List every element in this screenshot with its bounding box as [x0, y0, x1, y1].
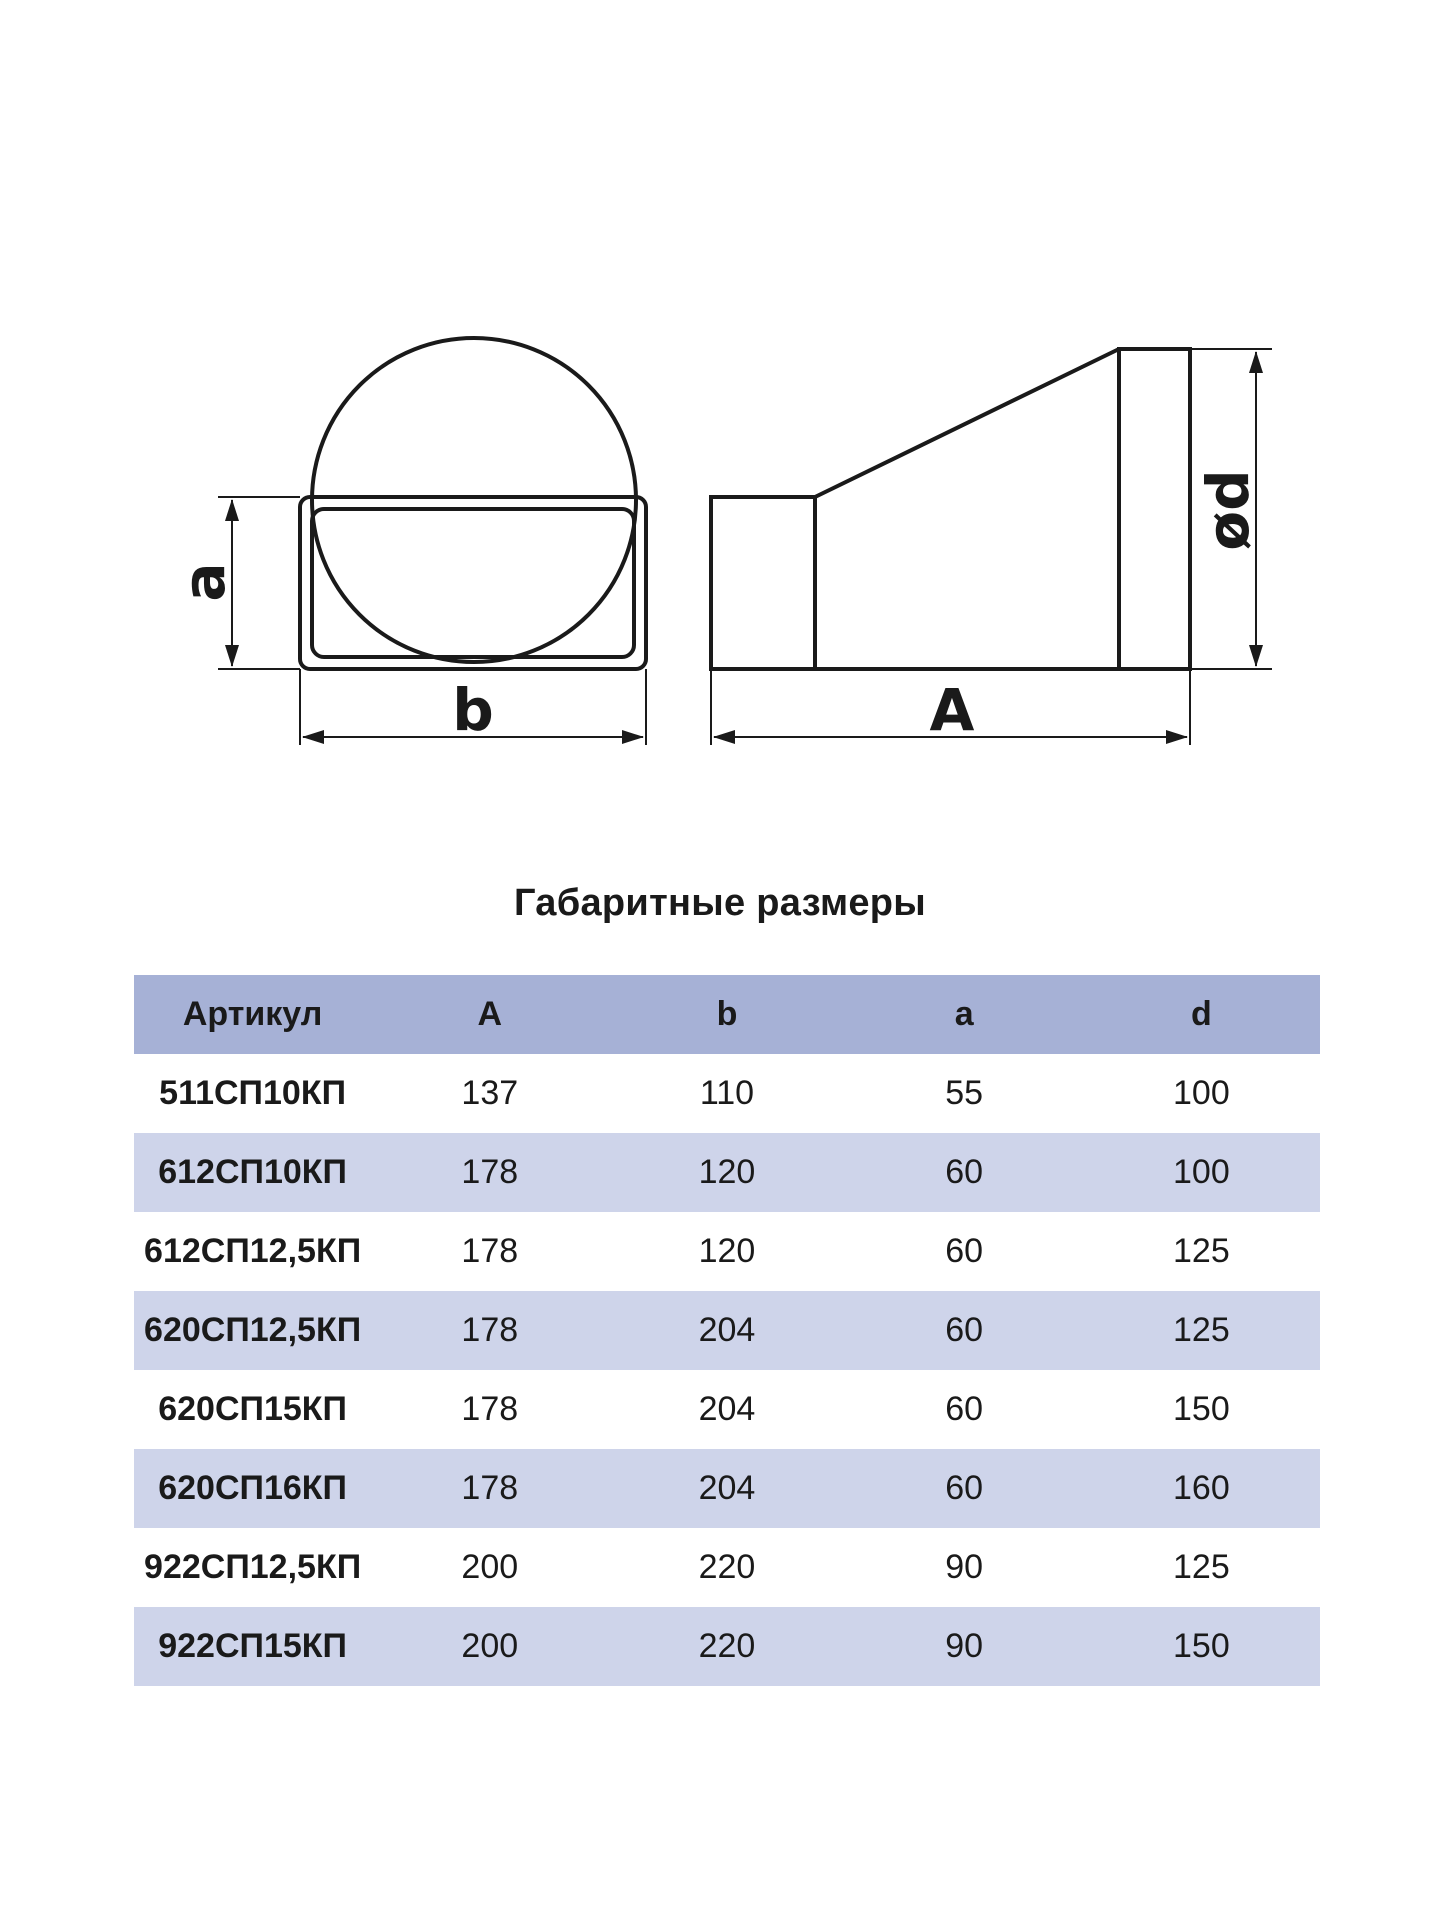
label-d: ød — [1194, 469, 1262, 551]
cell-A: 200 — [371, 1607, 608, 1686]
cell-b: 220 — [608, 1607, 845, 1686]
cell-b: 220 — [608, 1528, 845, 1607]
table-row — [134, 1607, 1320, 1686]
round-outlet-circle — [312, 338, 636, 662]
cell-A: 137 — [371, 1054, 608, 1133]
header-d: d — [1083, 975, 1320, 1054]
cell-article: 612СП10КП — [134, 1133, 371, 1212]
cell-article: 620СП16КП — [134, 1449, 371, 1528]
front-view — [300, 338, 646, 669]
label-a: a — [170, 562, 238, 602]
round-outlet-flange — [1119, 349, 1190, 669]
cell-article: 620СП15КП — [134, 1370, 371, 1449]
rect-inner-outline — [312, 509, 634, 657]
cell-d: 125 — [1083, 1528, 1320, 1607]
side-view — [711, 349, 1190, 669]
cell-A: 178 — [371, 1449, 608, 1528]
cell-a: 60 — [846, 1212, 1083, 1291]
cell-a: 90 — [846, 1528, 1083, 1607]
header-a: a — [846, 975, 1083, 1054]
cell-b: 204 — [608, 1291, 845, 1370]
cell-a: 60 — [846, 1133, 1083, 1212]
cell-a: 60 — [846, 1449, 1083, 1528]
header-b: b — [608, 975, 845, 1054]
table-row — [134, 1291, 1320, 1370]
cell-d: 150 — [1083, 1370, 1320, 1449]
cell-article: 511СП10КП — [134, 1054, 371, 1133]
cell-A: 178 — [371, 1370, 608, 1449]
cell-article: 620СП12,5КП — [134, 1291, 371, 1370]
table-row — [134, 1212, 1320, 1291]
table-row — [134, 1370, 1320, 1449]
cell-A: 178 — [371, 1133, 608, 1212]
cell-b: 204 — [608, 1449, 845, 1528]
cell-b: 110 — [608, 1054, 845, 1133]
cell-d: 125 — [1083, 1212, 1320, 1291]
table-row — [134, 1133, 1320, 1212]
cell-d: 150 — [1083, 1607, 1320, 1686]
cell-d: 125 — [1083, 1291, 1320, 1370]
cell-a: 55 — [846, 1054, 1083, 1133]
cell-article: 922СП12,5КП — [134, 1528, 371, 1607]
table-row — [134, 1528, 1320, 1607]
cell-article: 612СП12,5КП — [134, 1212, 371, 1291]
cell-d: 160 — [1083, 1449, 1320, 1528]
rect-inlet-flange — [711, 497, 815, 669]
cell-a: 90 — [846, 1607, 1083, 1686]
table-row — [134, 1449, 1320, 1528]
cell-d: 100 — [1083, 1133, 1320, 1212]
table-row — [134, 1054, 1320, 1133]
label-b: b — [452, 676, 494, 744]
section-title: Габаритные размеры — [513, 882, 927, 924]
table-header-row — [134, 975, 1320, 1054]
cell-b: 204 — [608, 1370, 845, 1449]
cell-d: 100 — [1083, 1054, 1320, 1133]
cell-A: 178 — [371, 1291, 608, 1370]
header-A: A — [371, 975, 608, 1054]
dimension-drawing — [0, 0, 1440, 860]
dimensions-table-wrap — [134, 975, 1320, 1686]
cell-A: 178 — [371, 1212, 608, 1291]
dimensions-table — [134, 975, 1320, 1686]
cell-a: 60 — [846, 1291, 1083, 1370]
header-article: Артикул — [134, 975, 371, 1054]
label-A: A — [929, 676, 975, 744]
transition-body — [815, 349, 1119, 669]
cell-A: 200 — [371, 1528, 608, 1607]
rect-outer-outline — [300, 497, 646, 669]
cell-article: 922СП15КП — [134, 1607, 371, 1686]
cell-b: 120 — [608, 1133, 845, 1212]
cell-a: 60 — [846, 1370, 1083, 1449]
cell-b: 120 — [608, 1212, 845, 1291]
